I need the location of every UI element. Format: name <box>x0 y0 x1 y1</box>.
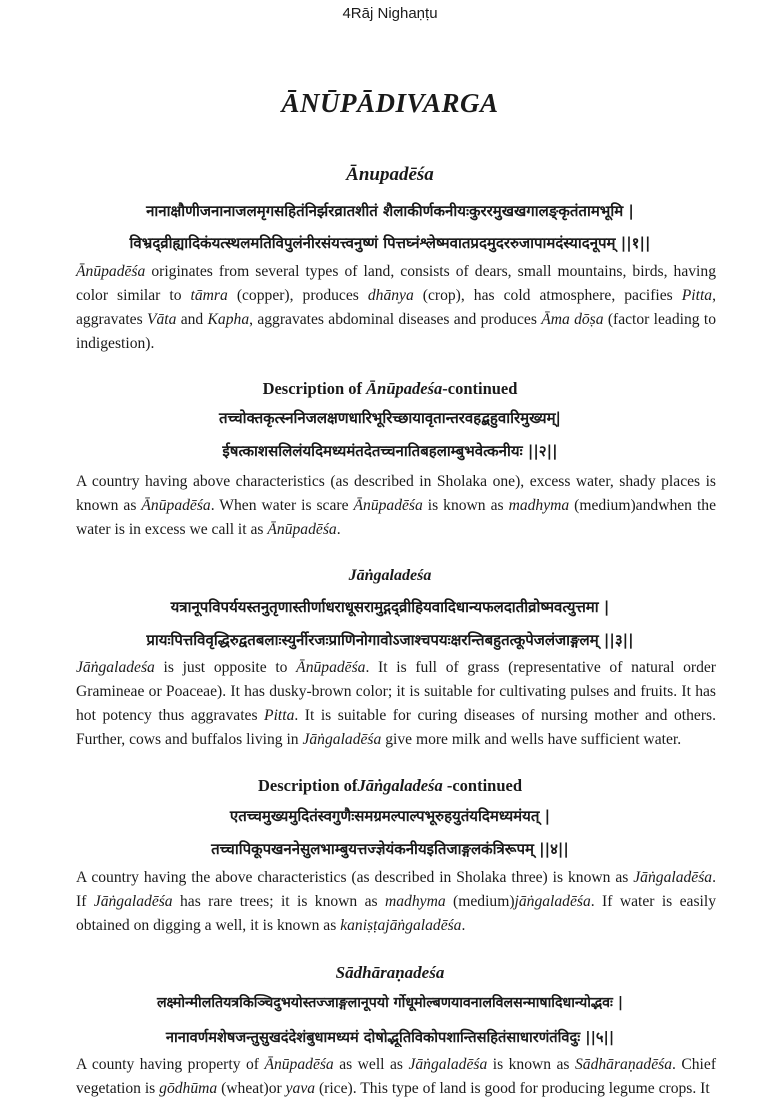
verse-line: एतच्चमुख्यमुदितंस्वगुणैःसमग्रमल्पाल्पभूरुहयुतंयदिमध्यमंयत् | <box>229 807 551 825</box>
section-heading-jangaladesa: Jāṅgaladeśa <box>348 567 432 584</box>
subheading-italic: Jāṅgaladeśa <box>357 776 443 795</box>
text-run: has rare trees; it is known as <box>172 893 385 910</box>
verse-line: नानाक्षौणीजनानाजलमृगसहितंनिर्झरव्रातशीतं शैलाकीर्णकनीयःकुररमुखखगालङ्कृतंतामभूमि | <box>146 202 634 220</box>
paragraph <box>76 470 716 542</box>
text-run: , aggravates abdominal diseases and produces <box>249 311 542 328</box>
paragraph <box>76 260 716 356</box>
subheading-tail: -continued <box>442 379 518 398</box>
text-run: as well as <box>333 1056 409 1073</box>
subheading-italic: Ānūpadeśa <box>366 379 443 398</box>
section-heading-sadharanadesa: Sādhāraṇadeśa <box>335 963 445 982</box>
italic-term: dhānya <box>367 287 414 304</box>
italic-term: Jāṅgaladēśa <box>93 893 173 910</box>
italic-term: Ānūpadēśa <box>353 497 423 514</box>
subheading-text: Description of <box>262 379 367 398</box>
verse-line: नानावर्णमशेषजन्तुसुखदंदेशंबुधामध्यमं दोषोद्भूतिविकोपशान्तिसहितंसाधारणंतंविदुः ||५|| <box>165 1029 615 1046</box>
running-head: 4Rāj Nighaṇṭu <box>342 5 438 22</box>
text-run: (factor leading to indigestion). <box>76 311 716 352</box>
italic-term: Vāta <box>146 311 177 328</box>
text-run: A county having property of <box>76 1056 265 1073</box>
text-run: is known as <box>487 1056 575 1073</box>
italic-term: Jāṅgaladēśa <box>633 869 713 886</box>
italic-term: Sādhāraṇadēśa <box>574 1056 672 1073</box>
text-run: is known as <box>422 497 509 514</box>
text-run: is just opposite to <box>154 659 297 676</box>
text-run: . If <box>76 869 716 910</box>
italic-term: jāṅgaladēśa <box>514 893 591 910</box>
text-run: . <box>461 917 466 934</box>
italic-term: Ānūpadēśa <box>76 263 146 280</box>
italic-term: Ānūpadēśa <box>267 521 337 538</box>
subheading-anupadesa-continued <box>0 379 780 399</box>
subheading-jangaladesa-continued <box>0 776 780 796</box>
chapter-title: ĀNŪPĀDIVARGA <box>281 88 499 118</box>
verse-line: लक्ष्मोन्मीलतियत्रकिञ्चिदुभयोस्तज्जाङ्गलानूपयो र्गोधूमोल्बणयावनालविलसन्माषादिधान्योद्भवः | <box>156 995 624 1011</box>
text-run: (medium)andwhen the water is in excess we call it as <box>76 497 716 538</box>
text-run: (crop), has cold atmosphere, pacifies <box>413 287 682 304</box>
verse-line: विभ्रद्व्रीह्यादिकंयत्स्थलमतिविपुलंनीरसंयत्त्वनुष्णं पित्तघ्नंश्लेष्मवातप्रदमुदररुजापामदंस्यादनूपम् ||१|| <box>129 234 651 252</box>
text-run: , aggravates <box>76 287 716 328</box>
text-run: . If water is easily obtained on digging a well, it is known as <box>76 893 717 934</box>
text-run: (copper), produces <box>227 287 368 304</box>
verse-line: तच्चोक्तकृत्स्ननिजलक्षणधारिभूरिच्छायावृतान्तरवहद्बहुवारिमुख्यम्| <box>218 409 562 427</box>
verse-line: यत्रानूपविपर्ययस्तनुतृणास्तीर्णाधराधूसरामुद्गद्व्रीहियवादिधान्यफलदातीव्रोष्मवत्युत्तमा | <box>170 598 610 616</box>
text-run: . Chief vegetation is <box>76 1056 717 1097</box>
italic-term: Kapha <box>207 311 250 328</box>
subheading-text: Description of <box>257 776 358 795</box>
subheading-tail: -continued <box>442 776 523 795</box>
verse-line: प्रायःपित्तविवृद्धिरुद्वतबलाःस्युर्नीरजःप्राणिनोगावोऽजाश्चपयःक्षरन्तिबहुतत्कूपेजलंजाङ्गलम् ||३|| <box>146 631 634 649</box>
text-run: A country having the above characteristics (as described in Sholaka three) is known as <box>76 869 634 886</box>
text-run: . It is full of grass (representative of natural order Gramineae or Poaceae). It has dusky-brown color; it is suitable for cultivating pulses and fruits. It has hot potency thus aggravates <box>76 659 716 724</box>
italic-term: yava <box>285 1080 316 1097</box>
italic-term: madhyma <box>385 893 446 910</box>
italic-term: Pitta <box>264 707 295 724</box>
paragraph <box>76 656 716 752</box>
paragraph <box>76 1053 716 1101</box>
italic-term: gōdhūma <box>159 1080 218 1097</box>
text-run: . <box>336 521 341 538</box>
italic-term: Pitta <box>681 287 713 304</box>
italic-term: tāmra <box>190 287 228 304</box>
italic-term: Āma dōṣa <box>541 311 604 328</box>
verse-line: ईषत्काशसलिलंयदिमध्यमंतदेतच्चनातिबहलाम्बुभवेत्कनीयः ||२|| <box>222 442 558 460</box>
italic-term: Ānūpadēśa <box>296 659 366 676</box>
text-run: (wheat)or <box>217 1080 286 1097</box>
text-run: A country having above characteristics (as described in Sholaka one), excess water, shady places is known as <box>76 473 716 514</box>
italic-term: Ānūpadēśa <box>264 1056 334 1073</box>
italic-term: Jāṅgaladeśa <box>76 659 155 676</box>
paragraph <box>76 866 716 938</box>
text-run: originates from several types of land, consists of dears, small mountains, birds, having color similar to <box>76 263 716 304</box>
italic-term: Jāṅgaladēśa <box>408 1056 488 1073</box>
section-heading-anupadesa: Ānupadēśa <box>346 164 434 185</box>
text-run: . It is suitable for curing diseases of nursing mother and others. Further, cows and buffalos living in <box>76 707 717 748</box>
verse-line: तच्चापिकूपखननेसुलभाम्बुयत्तज्ज्ञेयंकनीयइतिजाङ्गलकंत्रिरूपम् ||४|| <box>211 840 569 858</box>
italic-term: madhyma <box>508 497 570 514</box>
text-run: (rice). This type of land is good for producing legume crops. It <box>315 1080 710 1097</box>
text-run: . When water is scare <box>210 497 354 514</box>
text-run: and <box>176 311 208 328</box>
text-run: (medium) <box>445 893 515 910</box>
italic-term: Ānūpadēśa <box>141 497 211 514</box>
text-run: give more milk and wells have sufficient water. <box>381 731 682 748</box>
italic-term: kaniṣṭajāṅgaladēśa <box>340 917 462 934</box>
italic-term: Jāṅgaladēśa <box>302 731 382 748</box>
